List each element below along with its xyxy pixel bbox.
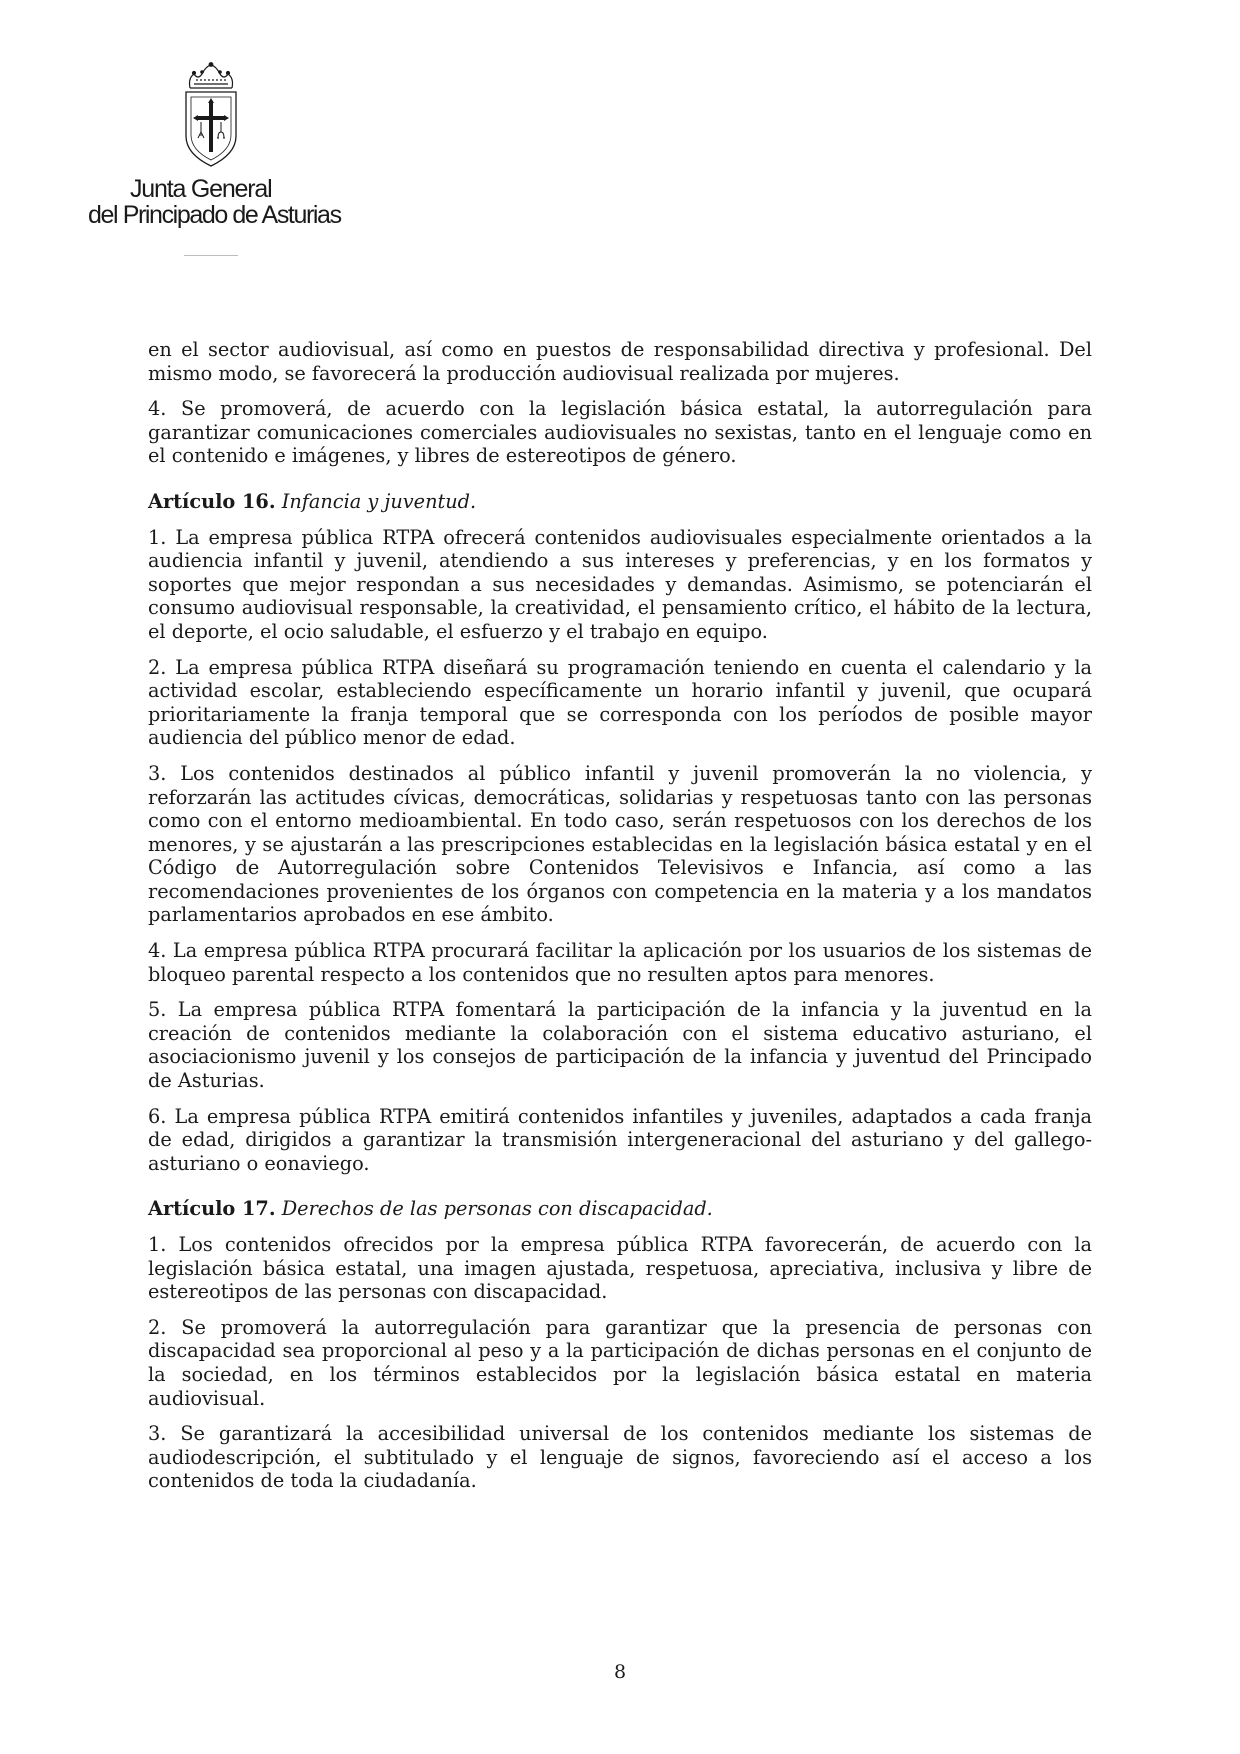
article-16-paragraph-6: 6. La empresa pública RTPA emitirá contenidos infantiles y juveniles, adaptados a cada franja de edad, dirigidos a garantizar la transmisión intergeneracional del asturiano y del gallego-asturiano o eonaviego. <box>148 1104 1092 1175</box>
letterhead-divider <box>184 255 238 256</box>
article-16-title: Infancia y juventud. <box>281 489 477 513</box>
article-16-paragraph-5: 5. La empresa pública RTPA fomentará la participación de la infancia y la juventud en la creación de contenidos mediante la colaboración con el sistema educativo asturiano, el asociacionismo juvenil y los consejos de participación de la infancia y juventud del Principado de Asturias. <box>148 998 1092 1093</box>
paragraph-continuation: en el sector audiovisual, así como en puestos de responsabilidad directiva y profesional. Del mismo modo, se favorecerá la producción audiovisual realizada por mujeres. <box>148 338 1092 385</box>
article-17-paragraph-2: 2. Se promoverá la autorregulación para garantizar que la presencia de personas con discapacidad sea proporcional al peso y a la participación de dichas personas en el conjunto de la sociedad, en los términos establecidos por la legislación básica estatal en materia audiovisual. <box>148 1315 1092 1410</box>
document-body <box>148 338 1092 1505</box>
article-16-paragraph-2: 2. La empresa pública RTPA diseñará su programación teniendo en cuenta el calendario y la actividad escolar, estableciendo específicamente un horario infantil y juvenil, que ocupará prioritariamente la franja temporal que se corresponda con los períodos de posible mayor audiencia del público menor de edad. <box>148 655 1092 750</box>
article-16-number: Artículo 16. <box>148 489 276 513</box>
article-17-title: Derechos de las personas con discapacidad. <box>281 1197 713 1221</box>
institution-name-line2: del Principado de Asturias <box>88 201 341 229</box>
article-17-number: Artículo 17. <box>148 1197 276 1221</box>
article-16-heading <box>148 490 1092 514</box>
institution-name-line1: Junta General <box>130 175 272 203</box>
institution-name <box>88 176 348 228</box>
article-17-paragraph-3: 3. Se garantizará la accesibilidad universal de los contenidos mediante los sistemas de audiodescripción, el subtitulado y el lenguaje de signos, favoreciendo así el acceso a los contenidos de toda la ciudadanía. <box>148 1422 1092 1493</box>
article-16-paragraph-3: 3. Los contenidos destinados al público infantil y juvenil promoverán la no violencia, y reforzarán las actitudes cívicas, democráticas, solidarias y respetuosas tanto con las personas como con el entorno medioambiental. En todo caso, serán respetuosos con los derechos de los menores, y se ajustarán a las prescripciones establecidas en la legislación básica estatal y en el Código de Autorregulación sobre Contenidos Televisivos e Infancia, así como a las recomendaciones provenientes de los órganos con competencia en la materia y a los mandatos parlamentarios aprobados en ese ámbito. <box>148 761 1092 927</box>
article-16-paragraph-1: 1. La empresa pública RTPA ofrecerá contenidos audiovisuales especialmente orientados a la audiencia infantil y juvenil, atendiendo a sus intereses y preferencias, y en los formatos y soportes que mejor respondan a sus necesidades y demandas. Asimismo, se potenciarán el consumo audiovisual responsable, la creatividad, el pensamiento crítico, el hábito de la lectura, el deporte, el ocio saludable, el esfuerzo y el trabajo en equipo. <box>148 525 1092 643</box>
article-16-paragraph-4: 4. La empresa pública RTPA procurará facilitar la aplicación por los usuarios de los sistemas de bloqueo parental respecto a los contenidos que no resulten aptos para menores. <box>148 939 1092 986</box>
article-17-heading <box>148 1197 1092 1221</box>
asturias-crest-icon <box>180 62 242 172</box>
page-number: 8 <box>613 1661 627 1683</box>
paragraph-4: 4. Se promoverá, de acuerdo con la legislación básica estatal, la autorregulación para garantizar comunicaciones comerciales audiovisuales no sexistas, tanto en el lenguaje como en el contenido e imágenes, y libres de estereotipos de género. <box>148 397 1092 468</box>
article-17-paragraph-1: 1. Los contenidos ofrecidos por la empresa pública RTPA favorecerán, de acuerdo con la legislación básica estatal, una imagen ajustada, respetuosa, apreciativa, inclusiva y libre de estereotipos de las personas con discapacidad. <box>148 1233 1092 1304</box>
